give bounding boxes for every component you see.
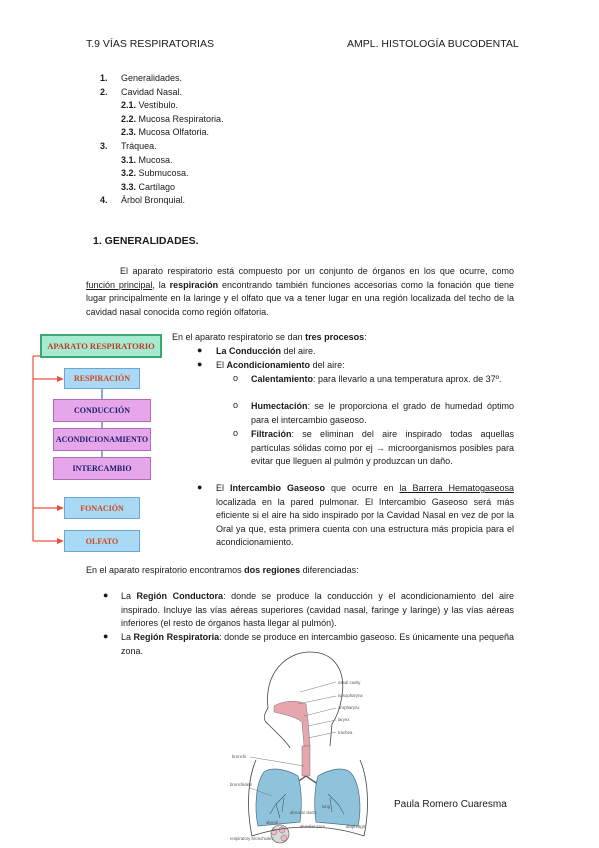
anatomy-label: trachea <box>338 730 353 735</box>
box-olfato: OLFATO <box>64 530 140 552</box>
anatomy-label: respiratory bronchioles <box>230 836 274 841</box>
regions-lead: En el aparato respiratorio encontramos dos regiones diferenciadas: <box>86 565 359 575</box>
header-right: AMPL. HISTOLOGÍA BUCODENTAL <box>347 38 519 50</box>
toc-item: 2. Cavidad Nasal. <box>100 86 183 97</box>
barrera-link[interactable]: la Barrera Hematogaseosa <box>399 483 514 493</box>
bullet-conduccion: La Conducción del aire. <box>216 346 316 356</box>
header-left: T.9 VÍAS RESPIRATORIAS <box>86 38 214 50</box>
toc-item: 3. Tráquea. <box>100 140 157 151</box>
anatomy-label: bronchioles <box>230 782 252 787</box>
bullet-dot: ● <box>103 590 109 600</box>
box-aparato-respiratorio: APARATO RESPIRATORIO <box>40 334 162 358</box>
bullet-acondicionamiento: El Acondicionamiento del aire: <box>216 360 345 370</box>
sub-bullet: o <box>233 428 239 438</box>
anatomy-label: nasopharynx <box>338 693 363 698</box>
box-acondicionamiento: ACONDICIONAMIENTO <box>53 428 151 451</box>
bullet-dot: ● <box>103 631 109 641</box>
toc-item: 3.3. Cartílago <box>121 181 176 192</box>
bullet-dot: ● <box>197 359 203 369</box>
anatomy-label: alveolar sacs <box>300 824 326 829</box>
section-title: 1. GENERALIDADES. <box>93 235 199 247</box>
intro-paragraph: El aparato respiratorio está compuesto por un conjunto de órganos en los que ocurre, como función principal, la respiración encontrando también funciones accesorias como la fonación que tiene lugar principalmente en la laringe y el olfato que va a tener lugar en una región localizada del techo de la cavidad nasal conocida como región olfatoria. <box>86 266 514 317</box>
anatomy-label: lung <box>322 804 331 809</box>
sub-calentamiento: Calentamiento: para llevarlo a una temperatura aprox. de 37º. <box>251 374 502 384</box>
anatomy-label: alveolar ducts <box>290 810 317 815</box>
anatomy-label: alveoli <box>266 820 279 825</box>
sub-humectacion: Humectación: se le proporciona el grado de humedad óptimo para el intercambio gaseoso. <box>251 401 514 425</box>
box-respiracion: RESPIRACIÓN <box>64 368 140 389</box>
toc-item: 1. Generalidades. <box>100 73 183 83</box>
region-respiratoria: La Región Respiratoria: donde se produce en intercambio gaseoso. Es únicamente una pequeña zona. <box>121 632 514 656</box>
box-conduccion: CONDUCCIÓN <box>53 399 151 422</box>
toc-item: 4. Árbol Bronquial. <box>100 195 186 206</box>
region-conductora: La Región Conductora: donde se produce la conducción y el acondicionamiento del aire inspirado. Incluye las vías aéreas superiores (cavidad nasal, faringe y laringe) y las vías aéreas inferiores (el resto de órganos hasta llegar al pulmón). <box>121 591 514 629</box>
sub-filtracion: Filtración: se eliminan del aire inspirado todas aquellas partículas sólidas como por ej → microorganismos posibles para evitar que lleguen al pulmón y produzcan un daño. <box>251 429 514 467</box>
bullet-dot: ● <box>197 345 203 355</box>
anatomy-label: bronchi <box>232 754 247 759</box>
toc-item: 3.2. Submucosa. <box>121 168 189 179</box>
anatomy-label: diaphragm <box>346 824 367 829</box>
anatomy-label: oropharynx <box>338 705 360 710</box>
processes-lead: En el aparato respiratorio se dan tres procesos: <box>172 332 367 342</box>
toc-item: 2.3. Mucosa Olfatoria. <box>121 127 210 138</box>
bullet-dot: ● <box>197 482 203 492</box>
author-signature: Paula Romero Cuaresma <box>394 799 507 810</box>
sub-bullet: o <box>233 400 239 410</box>
box-intercambio: INTERCAMBIO <box>53 457 151 480</box>
anatomy-label: nasal cavity <box>338 680 361 685</box>
bullet-intercambio: El Intercambio Gaseoso que ocurre en la Barrera Hematogaseosa localizada en la pared pulmonar. El Intercambio Gaseoso será más eficiente si el aire ha sido inspirado por la Cavidad Nasal en vez de por la Oral ya que, esta primera cuenta con una estructura más propicia para el acondicionamiento. <box>216 483 514 548</box>
toc-item: 2.1. Vestíbulo. <box>121 100 179 111</box>
arrow-icon: → <box>375 442 385 453</box>
sub-bullet: o <box>233 373 239 383</box>
anatomy-illustration <box>228 648 398 846</box>
box-fonacion: FONACIÓN <box>64 497 140 519</box>
anatomy-label: larynx <box>338 717 350 722</box>
toc-item: 2.2. Mucosa Respiratoria. <box>121 113 224 124</box>
toc-item: 3.1. Mucosa. <box>121 154 173 165</box>
